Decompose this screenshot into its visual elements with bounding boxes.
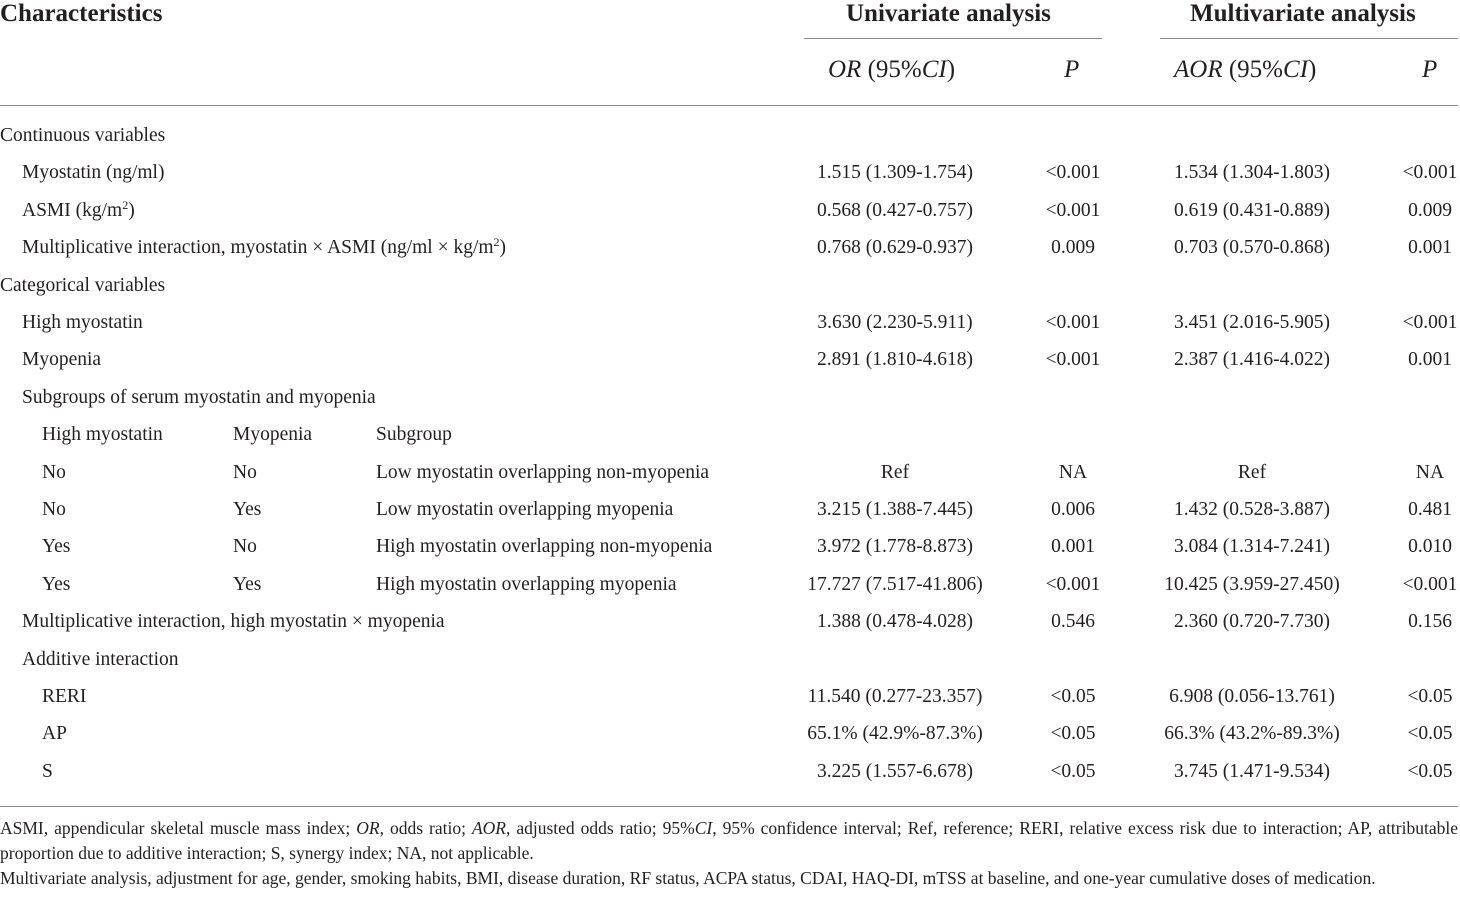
ci-label: CI (1283, 56, 1309, 83)
header-multivariate: Multivariate analysis (1190, 0, 1416, 27)
row-label (22, 162, 164, 184)
or-ci-value: Ref (880, 462, 910, 483)
header-univariate: Univariate analysis (846, 0, 1051, 27)
row-label-text: AP (42, 723, 67, 744)
aor-ci-value: 2.360 (0.720-7.730) (1174, 611, 1330, 632)
row-label (42, 723, 67, 745)
superscript: 2 (493, 235, 500, 249)
row-label (22, 349, 101, 371)
adjusted-p-value: <0.001 (1402, 574, 1458, 595)
header-p-multivariate (1422, 56, 1437, 84)
aor-ci-value: Ref (1237, 462, 1267, 483)
aor-ci-value: 0.619 (0.431-0.889) (1174, 200, 1330, 221)
subgroup-name: High myostatin overlapping non-myopenia (376, 536, 713, 557)
aor-ci-value: 3.451 (2.016-5.905) (1174, 312, 1330, 333)
table-bottom-rule (0, 806, 1458, 807)
ci-close: ) (1308, 56, 1317, 83)
row-label (22, 611, 445, 633)
row-label-suffix: ) (499, 237, 507, 258)
superscript: 2 (122, 198, 129, 212)
adjusted-p-value: 0.481 (1408, 499, 1452, 520)
p-value: 0.546 (1051, 611, 1095, 632)
or-label: OR (828, 56, 862, 83)
header-bottom-rule (0, 105, 1458, 106)
ci-open: (95% (1222, 56, 1284, 83)
subgroup-myopenia: No (233, 536, 257, 557)
row-label-text: Continuous variables (0, 125, 166, 146)
row-label-text: S (42, 761, 53, 782)
or-ci-value: 3.215 (1.388-7.445) (817, 499, 973, 520)
subgroup-name: Low myostatin overlapping myopenia (376, 499, 674, 520)
aor-ci-value: 1.432 (0.528-3.887) (1174, 499, 1330, 520)
subgroup-myopenia: No (233, 462, 257, 483)
subgroup-high-myostatin: No (42, 499, 66, 520)
row-label-text: ASMI (kg/m (22, 200, 123, 221)
p-value: <0.05 (1050, 686, 1096, 707)
adjusted-p-value: NA (1415, 462, 1445, 483)
adjusted-p-value: <0.05 (1407, 686, 1453, 707)
row-label-text: High myostatin (22, 312, 143, 333)
p-value: 0.009 (1051, 237, 1095, 258)
aor-ci-value: 1.534 (1.304-1.803) (1174, 162, 1330, 183)
ci-open: (95% (861, 56, 922, 83)
or-ci-value: 0.768 (0.629-0.937) (817, 237, 973, 258)
ci-close: ) (946, 56, 956, 83)
row-label-text: Multiplicative interaction, myostatin × ASMI (ng/ml × kg/m (22, 237, 494, 258)
row-label (42, 686, 86, 708)
p-label: P (1064, 56, 1080, 83)
p-value: NA (1058, 462, 1088, 483)
subgroup-high-myostatin: No (42, 462, 66, 483)
p-value: <0.05 (1050, 761, 1096, 782)
adjusted-p-value: 0.156 (1408, 611, 1452, 632)
or-ci-value: 65.1% (42.9%-87.3%) (807, 723, 983, 744)
or-ci-value: 0.568 (0.427-0.757) (817, 200, 973, 221)
aor-ci-value: 2.387 (1.416-4.022) (1174, 349, 1330, 370)
ci-label: CI (921, 56, 947, 83)
adjusted-p-value: <0.05 (1407, 761, 1453, 782)
row-label (22, 387, 376, 409)
or-ci-value: 3.225 (1.557-6.678) (817, 761, 973, 782)
row-label-text: Subgroups of serum myostatin and myopenia (22, 387, 376, 408)
row-label (42, 761, 53, 783)
multivariate-underline (1160, 38, 1458, 39)
aor-ci-value: 3.084 (1.314-7.241) (1174, 536, 1330, 557)
or-ci-value: 17.727 (7.517-41.806) (807, 574, 983, 595)
subgroup-myopenia: Myopenia (233, 424, 313, 445)
adjusted-p-value: 0.009 (1408, 200, 1452, 221)
aor-ci-value: 0.703 (0.570-0.868) (1174, 237, 1330, 258)
adjusted-p-value: 0.010 (1408, 536, 1452, 557)
p-value: <0.001 (1045, 574, 1101, 595)
aor-ci-value: 10.425 (3.959-27.450) (1164, 574, 1340, 595)
row-label-text: Categorical variables (0, 275, 166, 296)
subgroup-name: High myostatin overlapping myopenia (376, 574, 677, 595)
aor-ci-value: 3.745 (1.471-9.534) (1174, 761, 1330, 782)
or-ci-value: 1.515 (1.309-1.754) (817, 162, 973, 183)
header-characteristics: Characteristics (0, 0, 163, 27)
row-label (22, 649, 179, 671)
or-ci-value: 3.630 (2.230-5.911) (817, 312, 973, 333)
or-ci-value: 2.891 (1.810-4.618) (817, 349, 973, 370)
subgroup-myopenia: Yes (233, 574, 262, 595)
header-p-univariate (1064, 56, 1079, 84)
subgroup-high-myostatin: Yes (42, 536, 71, 557)
p-value: <0.05 (1050, 723, 1096, 744)
adjusted-p-value: 0.001 (1408, 237, 1452, 258)
row-label (22, 312, 143, 334)
row-label-text: Myostatin (ng/ml) (22, 162, 165, 183)
p-value: <0.001 (1045, 162, 1101, 183)
subgroup-myopenia: Yes (233, 499, 262, 520)
footnote-adjustment: Multivariate analysis, adjustment for age, gender, smoking habits, BMI, disease duration, RF status, ACPA status, CDAI, HAQ-DI, mTSS at baseline, and one-year cumulative doses of medication. (0, 868, 1376, 888)
aor-ci-value: 66.3% (43.2%-89.3%) (1164, 723, 1340, 744)
aor-label: AOR (1174, 56, 1223, 83)
aor-ci-value: 6.908 (0.056-13.761) (1169, 686, 1335, 707)
p-value: 0.001 (1051, 536, 1095, 557)
p-value: <0.001 (1045, 312, 1101, 333)
subgroup-name: Subgroup (376, 424, 452, 445)
p-value: <0.001 (1045, 349, 1101, 370)
adjusted-p-value: 0.001 (1408, 349, 1452, 370)
row-label-text: RERI (42, 686, 87, 707)
footnote-abbreviations: ASMI, appendicular skeletal muscle mass index; OR, odds ratio; AOR, adjusted odds ratio; 95%CI, 95% confidence interval; Ref, reference; RERI, relative excess risk due to interaction; AP, attributable proportion due to additive interaction; S, synergy index; NA, not applicable. (0, 818, 1458, 863)
adjusted-p-value: <0.001 (1402, 162, 1458, 183)
header-or-ci (828, 56, 955, 84)
or-ci-value: 3.972 (1.778-8.873) (817, 536, 973, 557)
subgroup-high-myostatin: Yes (42, 574, 71, 595)
row-label-text: Myopenia (22, 349, 102, 370)
p-value: 0.006 (1051, 499, 1095, 520)
row-label (0, 275, 165, 297)
adjusted-p-value: <0.001 (1402, 312, 1458, 333)
row-label-suffix: ) (128, 200, 135, 221)
adjusted-p-value: <0.05 (1407, 723, 1453, 744)
row-label (0, 125, 165, 147)
row-label (22, 237, 506, 259)
or-ci-value: 11.540 (0.277-23.357) (807, 686, 983, 707)
row-label (22, 200, 135, 222)
header-aor-ci (1174, 56, 1316, 84)
subgroup-name: Low myostatin overlapping non-myopenia (376, 462, 710, 483)
subgroup-high-myostatin: High myostatin (42, 424, 163, 445)
row-label-text: Additive interaction (22, 649, 179, 670)
p-value: <0.001 (1045, 200, 1101, 221)
row-label-text: Multiplicative interaction, high myostatin × myopenia (22, 611, 445, 632)
p-label: P (1422, 56, 1438, 83)
univariate-underline (804, 38, 1102, 39)
or-ci-value: 1.388 (0.478-4.028) (817, 611, 973, 632)
